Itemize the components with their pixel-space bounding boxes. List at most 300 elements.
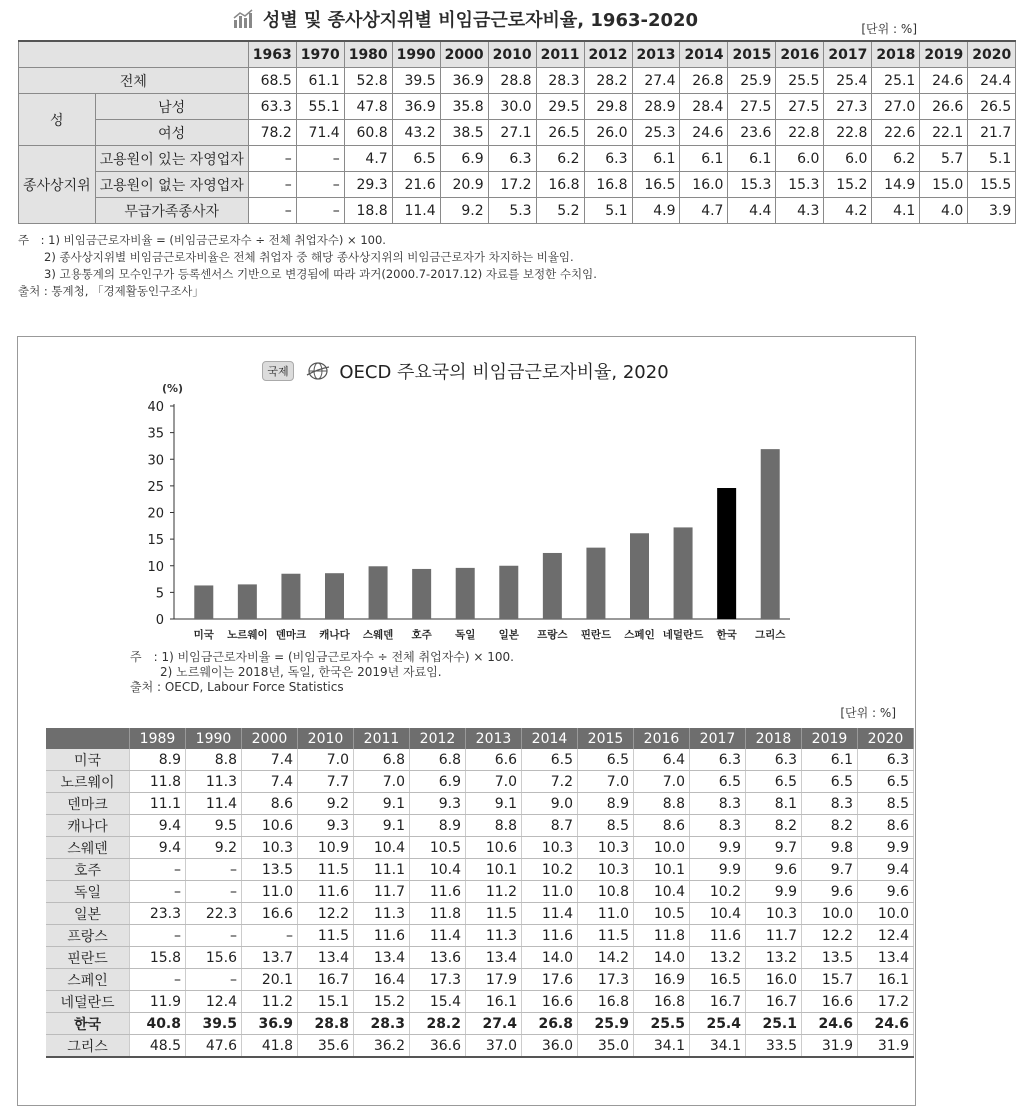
y-tick-label: 25 (147, 479, 164, 495)
table2-cell: 14.0 (634, 947, 690, 969)
table1-cell: 4.1 (872, 198, 920, 224)
table2-cell: 12.2 (298, 903, 354, 925)
x-tick-label: 호주 (411, 629, 432, 641)
table2-cell: 41.8 (242, 1035, 298, 1058)
table2-cell: 7.0 (634, 771, 690, 793)
table1-year: 2013 (632, 41, 680, 68)
table2-cell: 10.0 (634, 837, 690, 859)
table2-cell: 37.0 (466, 1035, 522, 1058)
table2-cell: 34.1 (690, 1035, 746, 1058)
table2-country: 한국 (46, 1013, 130, 1035)
table2-cell: 47.6 (186, 1035, 242, 1058)
table2-cell: 9.9 (690, 837, 746, 859)
table1-cell: 26.5 (536, 120, 584, 146)
bar (674, 527, 693, 619)
table2-cell: 9.1 (354, 793, 410, 815)
table2-cell: 17.2 (858, 991, 914, 1013)
table2-cell: 15.1 (298, 991, 354, 1013)
chart-notes (130, 650, 514, 695)
table2-cell: 11.8 (410, 903, 466, 925)
table1-cell: 6.1 (632, 146, 680, 172)
table1-cell: 4.7 (344, 146, 392, 172)
table1-cell: – (296, 146, 344, 172)
table1-cell: 16.8 (584, 172, 632, 198)
bar (543, 553, 562, 619)
table2-country: 덴마크 (46, 793, 130, 815)
table2-cell: 17.6 (522, 969, 578, 991)
table2-cell: – (186, 881, 242, 903)
table2-year: 2010 (298, 728, 354, 749)
y-tick-label: 10 (147, 559, 164, 575)
table2-cell: 10.0 (858, 903, 914, 925)
table2-cell: 6.3 (746, 749, 802, 771)
table2-country: 스페인 (46, 969, 130, 991)
table2-cell: 7.0 (466, 771, 522, 793)
table1-cell: 27.5 (728, 94, 776, 120)
table1-cell: 55.1 (296, 94, 344, 120)
table1-cell: 36.9 (392, 94, 440, 120)
bar (238, 584, 257, 619)
table2-header-row (46, 728, 914, 749)
table1-cell: 6.3 (584, 146, 632, 172)
table1-row-label: 여성 (95, 120, 248, 146)
table2-cell: 13.4 (466, 947, 522, 969)
table2-cell: 9.4 (858, 859, 914, 881)
table2-cell: 9.4 (130, 815, 186, 837)
table2-year: 2012 (410, 728, 466, 749)
x-tick-label: 캐나다 (319, 629, 350, 641)
table2-cell: 8.9 (130, 749, 186, 771)
table1-cell: 4.2 (824, 198, 872, 224)
table2-cell: 16.6 (802, 991, 858, 1013)
table2-cell: 27.4 (466, 1013, 522, 1035)
table1-row (19, 198, 1016, 224)
table2-row (46, 859, 914, 881)
table2-cell: 10.5 (634, 903, 690, 925)
table2-year: 2015 (578, 728, 634, 749)
table1-cell: 28.8 (488, 68, 536, 94)
table2-cell: 11.4 (522, 903, 578, 925)
y-tick-label: 5 (155, 586, 164, 602)
table2-year: 2019 (802, 728, 858, 749)
bar (194, 585, 213, 619)
table1-cell: 15.3 (728, 172, 776, 198)
table2-cell: – (242, 925, 298, 947)
table2-row (46, 881, 914, 903)
table1-row-label: 무급가족종사자 (95, 198, 248, 224)
table2-cell: 6.6 (466, 749, 522, 771)
table1-row (19, 120, 1016, 146)
table1-row-label: 남성 (95, 94, 248, 120)
table2-row (46, 925, 914, 947)
table1-year: 2012 (584, 41, 632, 68)
table2-cell: 11.6 (410, 881, 466, 903)
table1-title-text: 성별 및 종사상지위별 비임금근로자비율, 1963-2020 (262, 10, 699, 31)
x-tick-label: 독일 (455, 629, 476, 641)
table1-cell: 16.0 (680, 172, 728, 198)
table2-row (46, 749, 914, 771)
table2-row (46, 837, 914, 859)
table2-cell: – (186, 859, 242, 881)
table1-cell: 6.2 (872, 146, 920, 172)
table2-cell: 9.1 (466, 793, 522, 815)
table2-row (46, 1013, 914, 1035)
table2-cell: 11.9 (130, 991, 186, 1013)
table1-year: 2018 (872, 41, 920, 68)
table1-cell: 22.8 (776, 120, 824, 146)
table1-cell: 5.7 (920, 146, 968, 172)
table2-cell: 6.5 (522, 749, 578, 771)
table2-cell: 11.7 (746, 925, 802, 947)
table2-cell: 13.4 (298, 947, 354, 969)
table2-cell: 10.3 (242, 837, 298, 859)
table2-cell: 7.0 (354, 771, 410, 793)
table1-source: 출처 : 통계청, 「경제활동인구조사」 (18, 284, 204, 298)
table2-cell: 13.5 (802, 947, 858, 969)
table1-cell: 29.8 (584, 94, 632, 120)
y-tick-label: 40 (147, 400, 164, 415)
table2-cell: 6.5 (746, 771, 802, 793)
table1-row (19, 68, 1016, 94)
table2-cell: 10.3 (578, 859, 634, 881)
table2-year: 2018 (746, 728, 802, 749)
table2-row (46, 903, 914, 925)
table2-cell: 13.4 (354, 947, 410, 969)
table2-cell: 9.7 (802, 859, 858, 881)
table2-cell: 11.8 (130, 771, 186, 793)
table2-cell: 7.0 (298, 749, 354, 771)
table2-cell: 6.9 (410, 771, 466, 793)
table2-cell: 8.3 (690, 815, 746, 837)
table2-cell: 10.0 (802, 903, 858, 925)
table1-cell: 36.9 (440, 68, 488, 94)
table1-cell: 4.0 (920, 198, 968, 224)
globe-icon (305, 362, 331, 380)
table2-cell: 12.4 (858, 925, 914, 947)
table2-cell: 10.4 (410, 859, 466, 881)
table2-cell: 13.2 (746, 947, 802, 969)
x-tick-label: 한국 (716, 629, 737, 641)
y-tick-label: 0 (155, 613, 164, 628)
table2-row (46, 969, 914, 991)
table2-cell: 8.2 (746, 815, 802, 837)
table2-cell: 33.5 (746, 1035, 802, 1058)
table2-cell: 8.3 (690, 793, 746, 815)
table2-cell: 10.9 (298, 837, 354, 859)
bar (630, 533, 649, 619)
table2-cell: 13.2 (690, 947, 746, 969)
table2-cell: 10.1 (466, 859, 522, 881)
table1-cell: 25.3 (632, 120, 680, 146)
table2-cell: 10.1 (634, 859, 690, 881)
table2-cell: 11.5 (298, 925, 354, 947)
table2-cell: 9.3 (298, 815, 354, 837)
table1-year: 2010 (488, 41, 536, 68)
table2-year: 1990 (186, 728, 242, 749)
bar (281, 574, 300, 619)
table1-cell: 78.2 (248, 120, 296, 146)
table1-cell: 35.8 (440, 94, 488, 120)
table1-cell: 6.2 (536, 146, 584, 172)
table2-cell: 11.4 (186, 793, 242, 815)
table2-cell: 10.6 (466, 837, 522, 859)
table2-cell: 16.8 (578, 991, 634, 1013)
table2-cell: 9.8 (802, 837, 858, 859)
table2-cell: 40.8 (130, 1013, 186, 1035)
table1-year: 2011 (536, 41, 584, 68)
table2-cell: 6.1 (802, 749, 858, 771)
table2-cell: 8.5 (578, 815, 634, 837)
table1-cell: 5.1 (968, 146, 1016, 172)
table2-cell: 16.7 (298, 969, 354, 991)
table2-cell: 11.5 (578, 925, 634, 947)
table1-cell: 6.0 (776, 146, 824, 172)
table1-year: 2016 (776, 41, 824, 68)
table2-cell: 8.6 (858, 815, 914, 837)
table2-country: 그리스 (46, 1035, 130, 1058)
table1-cell: 20.9 (440, 172, 488, 198)
table2-cell: 25.9 (578, 1013, 634, 1035)
table2-cell: 9.4 (130, 837, 186, 859)
table2-cell: 10.2 (690, 881, 746, 903)
table2-cell: 16.9 (634, 969, 690, 991)
table1-year: 2015 (728, 41, 776, 68)
bar (412, 569, 431, 619)
table2-cell: 9.0 (522, 793, 578, 815)
table2-cell: – (186, 925, 242, 947)
table2-cell: 7.2 (522, 771, 578, 793)
table1-cell: 24.6 (680, 120, 728, 146)
table2-cell: 11.4 (410, 925, 466, 947)
table1-cell: 4.7 (680, 198, 728, 224)
table2-row (46, 1035, 914, 1058)
table2-cell: 11.6 (690, 925, 746, 947)
table2-row (46, 793, 914, 815)
table2-cell: 35.0 (578, 1035, 634, 1058)
table1-cell: 22.6 (872, 120, 920, 146)
table2-year: 2013 (466, 728, 522, 749)
table2-country: 캐나다 (46, 815, 130, 837)
table2-row (46, 991, 914, 1013)
table2-cell: 11.8 (634, 925, 690, 947)
table2-cell: 9.6 (802, 881, 858, 903)
table2-cell: 36.9 (242, 1013, 298, 1035)
table2-cell: 6.4 (634, 749, 690, 771)
table2-cell: 16.1 (466, 991, 522, 1013)
table2-cell: 13.5 (242, 859, 298, 881)
table1-cell: 29.3 (344, 172, 392, 198)
table1-cell: 27.3 (824, 94, 872, 120)
table1-group-sex: 성 (19, 94, 96, 146)
table2-cell: 11.5 (466, 903, 522, 925)
table1-cell: 61.1 (296, 68, 344, 94)
table1-cell: 24.4 (968, 68, 1016, 94)
table1-cell: 14.9 (872, 172, 920, 198)
bar (325, 573, 344, 619)
table1-cell: 23.6 (728, 120, 776, 146)
table2-country: 핀란드 (46, 947, 130, 969)
table2-year: 2011 (354, 728, 410, 749)
table2-cell: 6.5 (578, 749, 634, 771)
table2-cell: 16.4 (354, 969, 410, 991)
table2-cell: 35.6 (298, 1035, 354, 1058)
bar (499, 566, 518, 619)
table2-cell: 25.5 (634, 1013, 690, 1035)
table2-cell: 11.6 (298, 881, 354, 903)
table2-cell: 8.8 (634, 793, 690, 815)
table2-cell: 14.0 (522, 947, 578, 969)
table2-cell: 12.4 (186, 991, 242, 1013)
table2-cell: 31.9 (802, 1035, 858, 1058)
table1-cell: 18.8 (344, 198, 392, 224)
table2-cell: 7.7 (298, 771, 354, 793)
table1-cell: 68.5 (248, 68, 296, 94)
table2-cell: 9.9 (746, 881, 802, 903)
table1-cell: 16.5 (632, 172, 680, 198)
table1-cell: 21.6 (392, 172, 440, 198)
chart-title-text: OECD 주요국의 비임금근로자비율, 2020 (339, 362, 669, 383)
table2-cell: 15.6 (186, 947, 242, 969)
table1-cell: 21.7 (968, 120, 1016, 146)
table2-cell: 13.7 (242, 947, 298, 969)
table1-cell: 6.5 (392, 146, 440, 172)
table2-cell: 10.4 (634, 881, 690, 903)
table1-cell: 27.1 (488, 120, 536, 146)
table2-cell: 9.9 (858, 837, 914, 859)
table2-cell: 8.9 (578, 793, 634, 815)
table1-cell: 11.4 (392, 198, 440, 224)
table1-cell: – (248, 146, 296, 172)
table2-cell: 10.6 (242, 815, 298, 837)
table1-note-3: 3) 고용통계의 모수인구가 등록센서스 기반으로 변경됨에 따라 과거(2000.7-2017.12) 자료를 보정한 수치임. (44, 267, 597, 281)
x-tick-label: 스페인 (624, 629, 655, 641)
table2-cell: 25.4 (690, 1013, 746, 1035)
table1-cell: 26.5 (968, 94, 1016, 120)
table2-cell: 11.2 (466, 881, 522, 903)
table1-cell: 4.9 (632, 198, 680, 224)
international-badge: 국제 (262, 361, 293, 381)
table2-cell: 11.0 (578, 903, 634, 925)
table1-row-label: 고용원이 없는 자영업자 (95, 172, 248, 198)
table2-cell: 34.1 (634, 1035, 690, 1058)
table2-cell: 17.9 (466, 969, 522, 991)
table1-cell: 25.9 (728, 68, 776, 94)
table1-cell: 5.3 (488, 198, 536, 224)
table2-year: 2020 (858, 728, 914, 749)
table2-cell: 16.6 (242, 903, 298, 925)
table2-cell: 9.2 (186, 837, 242, 859)
table2-country: 독일 (46, 881, 130, 903)
table2-cell: 28.2 (410, 1013, 466, 1035)
table2-cell: 9.6 (858, 881, 914, 903)
table1-cell: 15.3 (776, 172, 824, 198)
table1-cell: 71.4 (296, 120, 344, 146)
table2-cell: 11.7 (354, 881, 410, 903)
table1-cell: 6.9 (440, 146, 488, 172)
table2-cell: 24.6 (858, 1013, 914, 1035)
table1-cell: 60.8 (344, 120, 392, 146)
table1-year: 1980 (344, 41, 392, 68)
table2-cell: 7.4 (242, 771, 298, 793)
table2-cell: 6.3 (858, 749, 914, 771)
table2-cell: 11.0 (522, 881, 578, 903)
table2-cell: 24.6 (802, 1013, 858, 1035)
table2-cell: 16.8 (634, 991, 690, 1013)
table2-corner (46, 728, 130, 749)
table2-cell: 10.3 (746, 903, 802, 925)
table2-cell: 8.5 (858, 793, 914, 815)
x-tick-label: 그리스 (754, 629, 786, 641)
table1 (18, 40, 1016, 224)
x-tick-label: 덴마크 (275, 629, 307, 641)
table2-cell: 16.7 (746, 991, 802, 1013)
table2-country: 프랑스 (46, 925, 130, 947)
table2-cell: 11.1 (354, 859, 410, 881)
table2-cell: 26.8 (522, 1013, 578, 1035)
table1-cell: 28.2 (584, 68, 632, 94)
table2-cell: 7.0 (578, 771, 634, 793)
bar-chart (130, 380, 810, 645)
table2-cell: 11.3 (354, 903, 410, 925)
table1-row (19, 94, 1016, 120)
y-tick-label: 30 (147, 453, 164, 469)
table2-cell: – (130, 925, 186, 947)
table2-cell: 6.5 (690, 771, 746, 793)
table2-cell: 8.8 (186, 749, 242, 771)
table1-cell: 22.1 (920, 120, 968, 146)
table2-cell: 20.1 (242, 969, 298, 991)
table2-cell: 8.6 (634, 815, 690, 837)
table2-cell: 13.6 (410, 947, 466, 969)
table1-cell: – (296, 172, 344, 198)
table1-cell: 15.0 (920, 172, 968, 198)
chart-note-2: 2) 노르웨이는 2018년, 독일, 한국은 2019년 자료임. (160, 665, 442, 679)
table2-row (46, 815, 914, 837)
table1-cell: 6.3 (488, 146, 536, 172)
table2-cell: 6.8 (410, 749, 466, 771)
table1-cell: 6.0 (824, 146, 872, 172)
table2-cell: 15.7 (802, 969, 858, 991)
table1-cell: 4.4 (728, 198, 776, 224)
table2-cell: 15.8 (130, 947, 186, 969)
table2-cell: 39.5 (186, 1013, 242, 1035)
table1-year: 2014 (680, 41, 728, 68)
table2-cell: 8.6 (242, 793, 298, 815)
table2-cell: 25.1 (746, 1013, 802, 1035)
table1-year: 2017 (824, 41, 872, 68)
table2-cell: 11.3 (466, 925, 522, 947)
table2-cell: 7.4 (242, 749, 298, 771)
table2-cell: 8.8 (466, 815, 522, 837)
table1-year: 1963 (248, 41, 296, 68)
table1-year: 2020 (968, 41, 1016, 68)
x-tick-label: 미국 (193, 629, 214, 641)
table2-cell: 9.6 (746, 859, 802, 881)
table1-cell: 26.0 (584, 120, 632, 146)
table2-cell: 11.1 (130, 793, 186, 815)
table1-unit: [단위 : %] (861, 22, 917, 36)
table2-cell: 11.6 (354, 925, 410, 947)
table2-cell: 10.3 (578, 837, 634, 859)
table2-cell: – (130, 969, 186, 991)
bar (456, 568, 475, 619)
table1-corner (19, 41, 249, 68)
table2-cell: 9.7 (746, 837, 802, 859)
table1-cell: 63.3 (248, 94, 296, 120)
table2-cell: 28.8 (298, 1013, 354, 1035)
table1-cell: 15.5 (968, 172, 1016, 198)
table1-cell: – (248, 172, 296, 198)
